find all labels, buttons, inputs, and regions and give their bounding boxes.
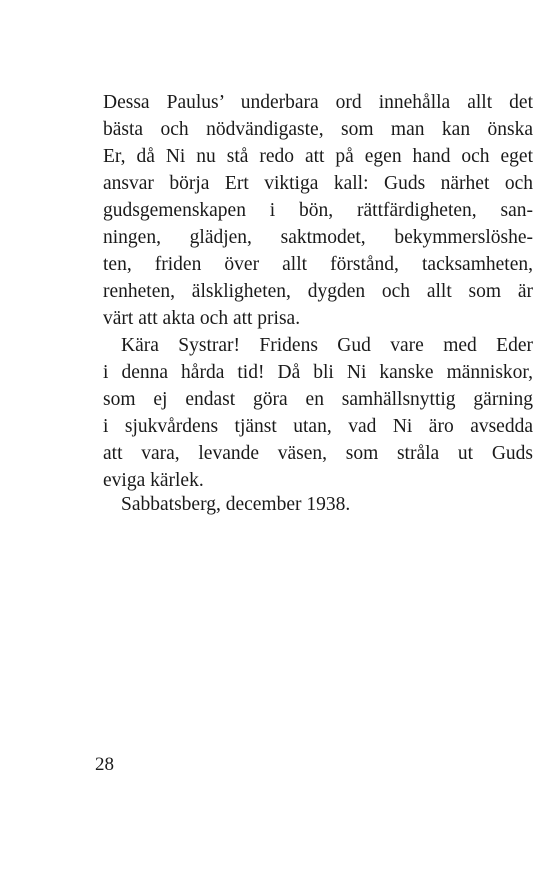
page-number: 28: [95, 754, 114, 775]
text-line-9: värt att akta och att prisa.: [103, 308, 301, 329]
text-line-8: renheten, älskligheten, dygden och allt som är: [103, 281, 533, 302]
text-line-7: ten, friden över allt förstånd, tacksamheten,: [103, 254, 533, 275]
text-line-1: Dessa Paulus’ underbara ord innehålla allt det: [103, 92, 533, 113]
text-line-2: bästa och nödvändigaste, som man kan önska: [103, 119, 533, 140]
text-line-5: gudsgemenskapen i bön, rättfärdigheten, san-: [103, 200, 533, 221]
text-line-11: i denna hårda tid! Då bli Ni kanske människor,: [103, 362, 533, 383]
text-line-3: Er, då Ni nu stå redo att på egen hand och eget: [103, 146, 533, 167]
text-line-13: i sjukvårdens tjänst utan, vad Ni äro avsedda: [103, 416, 533, 437]
text-line-10: Kära Systrar! Fridens Gud vare med Eder: [121, 335, 533, 356]
text-line-4: ansvar börja Ert viktiga kall: Guds närhet och: [103, 173, 533, 194]
text-line-14: att vara, levande väsen, som stråla ut Guds: [103, 443, 533, 464]
text-line-15: eviga kärlek.: [103, 470, 204, 491]
text-line-12: som ej endast göra en samhällsnyttig gärning: [103, 389, 533, 410]
text-line-6: ningen, glädjen, saktmodet, bekymmerslöshe-: [103, 227, 533, 248]
signature-line: Sabbatsberg, december 1938.: [121, 494, 351, 515]
